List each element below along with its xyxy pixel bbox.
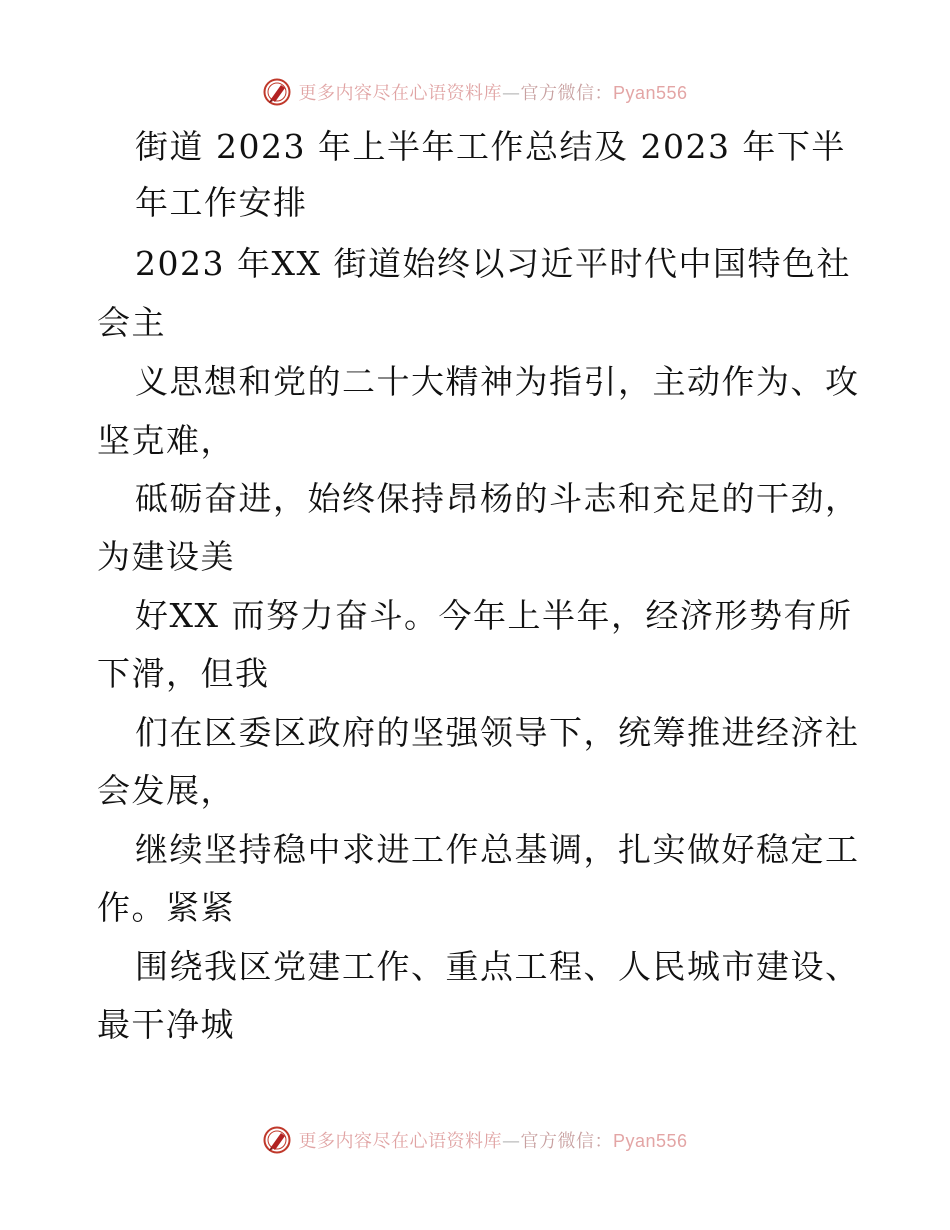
- body-line: 最干净城: [97, 1005, 235, 1044]
- body-line: 下滑，但我: [97, 654, 270, 693]
- header-banner: [0, 72, 950, 112]
- banner-wechat-id: Pyan556: [612, 1131, 688, 1151]
- banner-text: [298, 79, 687, 105]
- body-line: 为建设美: [97, 537, 235, 576]
- pen-logo-icon: [262, 1125, 292, 1155]
- banner-wechat-label: 官方微信：: [520, 1131, 613, 1152]
- footer-banner: [0, 1120, 950, 1160]
- title-line-2: 年工作安排: [135, 183, 308, 222]
- banner-site-name: 更多内容尽在心语资料库: [298, 1131, 502, 1152]
- body-line: 继续坚持稳中求进工作总基调，扎实做好稳定工: [135, 830, 860, 869]
- pen-logo-icon: [262, 77, 292, 107]
- body-line: 会发展，: [97, 771, 235, 810]
- body-line: 作。紧紧: [97, 888, 235, 927]
- title-line-1: 街道 2023 年上半年工作总结及 2023 年下半: [135, 127, 846, 166]
- body-line: 好XX 而努力奋斗。今年上半年，经济形势有所: [135, 596, 853, 635]
- banner-site-name: 更多内容尽在心语资料库: [298, 83, 502, 104]
- body-line: 坚克难，: [97, 421, 235, 460]
- body-line: 砥砺奋进，始终保持昂杨的斗志和充足的干劲，: [135, 479, 860, 518]
- body-line: 义思想和党的二十大精神为指引，主动作为、攻: [135, 362, 860, 401]
- body-line: 2023 年XX 街道始终以习近平时代中国特色社: [135, 244, 851, 283]
- banner-dash: —: [501, 1131, 521, 1152]
- banner-wechat-label: 官方微信：: [520, 83, 613, 104]
- banner-text: [298, 1127, 687, 1153]
- banner-wechat-id: Pyan556: [612, 83, 688, 103]
- banner-dash: —: [501, 83, 521, 104]
- body-line: 围绕我区党建工作、重点工程、人民城市建设、: [135, 947, 860, 986]
- body-line: 会主: [97, 303, 166, 342]
- body-line: 们在区委区政府的坚强领导下，统筹推进经济社: [135, 713, 860, 752]
